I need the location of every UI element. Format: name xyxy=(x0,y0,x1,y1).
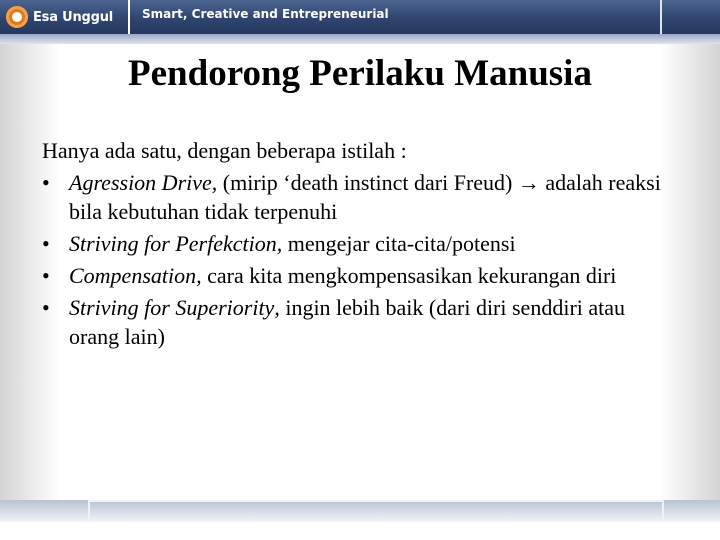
bullet-icon: • xyxy=(42,263,50,288)
item-term: Compensation, xyxy=(69,263,202,288)
list-item xyxy=(42,293,662,351)
item-text: cara kita mengkompensasikan kekurangan diri xyxy=(201,263,617,288)
bullet-icon: • xyxy=(42,231,50,256)
slide-title: Pendorong Perilaku Manusia xyxy=(128,53,592,94)
item-term: Striving for Superiority xyxy=(69,295,275,320)
item-term: Striving for Perfekction, xyxy=(69,231,283,256)
bullet-icon: • xyxy=(42,170,50,195)
item-text: (mirip ‘death instinct dari Freud) → adalah reaksi bila kebutuhan tidak terpenuhi xyxy=(69,170,661,224)
header-bar xyxy=(0,0,720,34)
esa-unggul-logo-icon xyxy=(6,6,28,28)
bullet-list xyxy=(42,168,662,351)
item-text: mengejar cita-cita/potensi xyxy=(282,231,516,256)
item-term: Agression Drive, xyxy=(69,170,218,195)
footer-box xyxy=(88,500,664,522)
header-right-box xyxy=(660,0,720,34)
header-tagline: Smart, Creative and Entrepreneurial xyxy=(142,7,389,21)
item-text: , ingin lebih baik (dari diri senddiri atau orang lain) xyxy=(69,295,626,349)
slide-body xyxy=(42,136,662,354)
brand-name: Esa Unggul xyxy=(33,9,114,25)
list-item xyxy=(42,168,662,226)
header-divider xyxy=(128,0,130,34)
header-stripe xyxy=(0,34,720,44)
brand-logo xyxy=(6,6,113,28)
bullet-icon: • xyxy=(42,295,50,320)
list-item xyxy=(42,261,662,290)
list-item xyxy=(42,229,662,258)
intro-text: Hanya ada satu, dengan beberapa istilah : xyxy=(42,138,407,163)
footer-base xyxy=(0,522,720,540)
